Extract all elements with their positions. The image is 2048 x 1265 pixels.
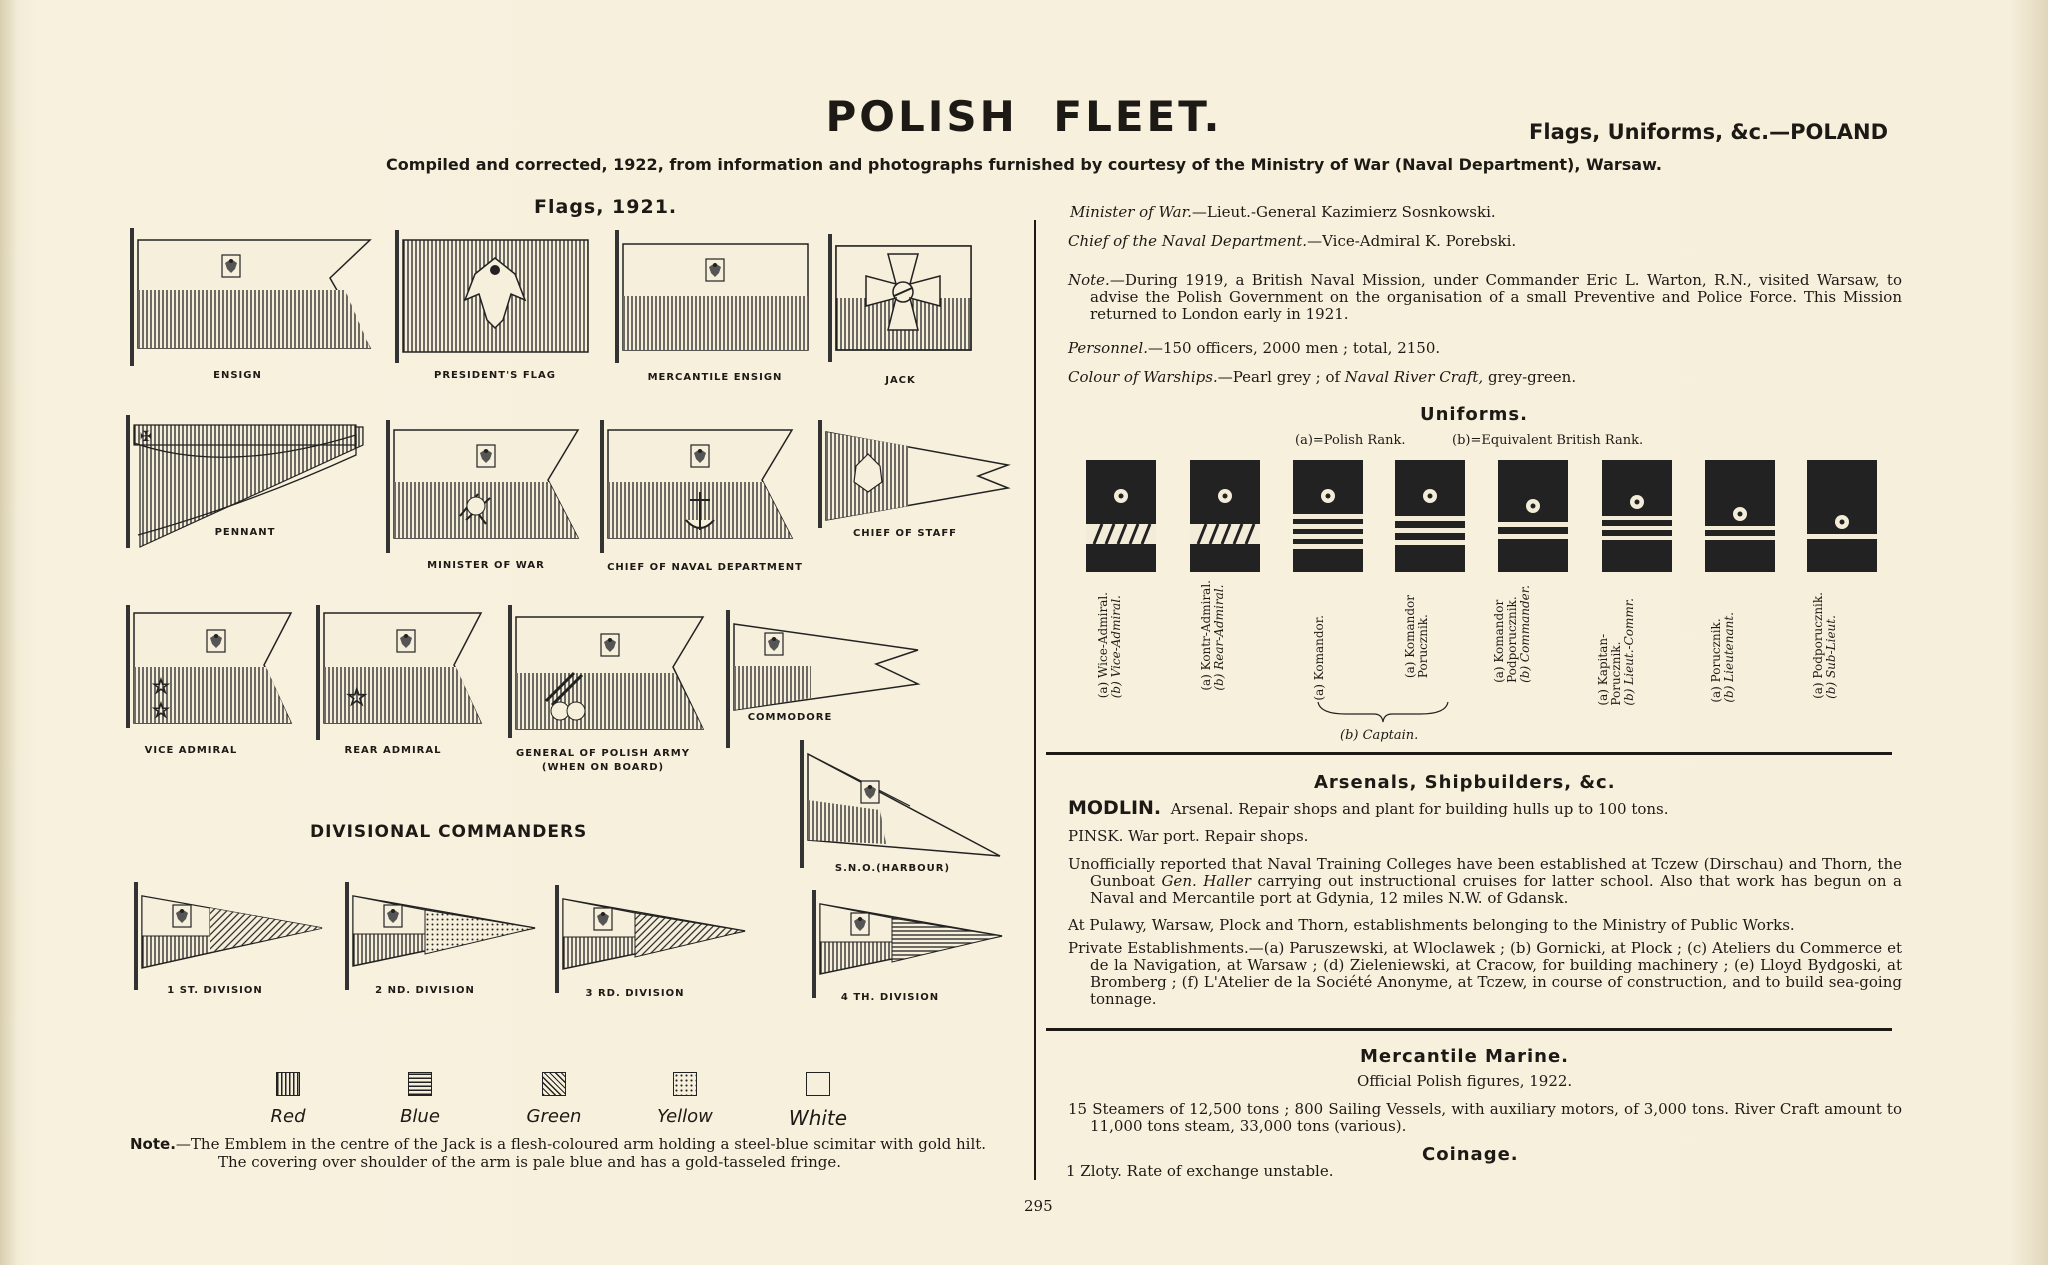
colour-value-3: grey-green. <box>1483 368 1577 386</box>
rank-8-polish: (a) Podporucznik. <box>1811 592 1825 699</box>
pennant-label: PENNANT <box>214 527 276 538</box>
strap-porucznik <box>1705 460 1775 572</box>
svg-text:☆: ☆ <box>346 683 368 711</box>
vice-admiral-label: VICE ADMIRAL <box>144 745 238 756</box>
general-polish-army-flag <box>508 605 708 740</box>
column-divider <box>1034 220 1036 1180</box>
mercantile-ensign-flag <box>615 230 815 365</box>
jack-flag <box>828 234 978 364</box>
divisional-commanders-heading: DIVISIONAL COMMANDERS <box>310 822 588 842</box>
unofficial-paragraph <box>1068 856 1902 907</box>
third-division-label: 3 RD. DIVISION <box>585 988 685 999</box>
rank-label-7 <box>1710 612 1736 703</box>
personnel-line <box>1068 340 1440 357</box>
colour-value-1: —Pearl grey ; of <box>1217 368 1345 386</box>
legend-label-blue: Blue <box>400 1106 440 1127</box>
rank-label-6 <box>1597 598 1636 706</box>
unofficial-text-1: Unofficially reported that Naval Training Colleges have been established at Tczew (Dirschau) and Thorn, the Gunboat <box>1068 855 1902 890</box>
unofficial-ship: Gen. Haller <box>1161 872 1251 890</box>
uniforms-key-b: (b)=Equivalent British Rank. <box>1452 433 1644 448</box>
legend-swatch-white <box>806 1072 830 1096</box>
second-division-label: 2 ND. DIVISION <box>375 985 475 996</box>
rank-4-polish: (a) Komandor <box>1403 595 1417 679</box>
strap-komandor-podporucznik <box>1498 460 1568 572</box>
jack-note <box>130 1136 1010 1153</box>
uniforms-key-a: (a)=Polish Rank. <box>1295 433 1406 448</box>
general-polish-army-label-1: GENERAL OF POLISH ARMY <box>516 748 690 759</box>
page-number: 295 <box>1024 1197 1053 1215</box>
chief-naval-line <box>1068 233 1516 250</box>
jack-label: JACK <box>885 375 916 386</box>
rank-5-polish: (a) Komandor <box>1492 599 1506 683</box>
subtitle: Compiled and corrected, 1922, from information and photographs furnished by courtesy of the Ministry of War (Naval Department), Warsaw. <box>386 155 1662 174</box>
personnel-value: —150 officers, 2000 men ; total, 2150. <box>1147 339 1441 357</box>
captain-label: (b) Captain. <box>1340 728 1419 743</box>
chief-label: Chief of the Naval Department. <box>1068 232 1308 250</box>
rank-2-british: (b) Rear-Admiral. <box>1212 584 1226 691</box>
coinage-heading: Coinage. <box>1422 1144 1519 1165</box>
rule-1 <box>1046 752 1892 755</box>
rank-3-polish: (a) Komandor. <box>1312 615 1326 701</box>
pinsk-line: PINSK. War port. Repair shops. <box>1068 827 1309 845</box>
chief-value: —Vice-Admiral K. Porebski. <box>1307 232 1517 250</box>
rear-admiral-label: REAR ADMIRAL <box>344 745 442 756</box>
rear-admiral-flag <box>316 605 486 740</box>
personnel-label: Personnel. <box>1068 339 1148 357</box>
rank-1-british: (b) Vice-Admiral. <box>1109 595 1123 699</box>
coinage-text: 1 Zloty. Rate of exchange unstable. <box>1066 1162 1334 1180</box>
rank-5-british: (b) Commander. <box>1518 585 1532 683</box>
legend-label-white: White <box>788 1106 848 1130</box>
jack-note-label: Note. <box>130 1135 176 1153</box>
jack-note-line-1: —The Emblem in the centre of the Jack is a flesh-coloured arm holding a steel-blue scimitar with gold hilt. <box>175 1135 987 1153</box>
flags-heading: Flags, 1921. <box>534 196 678 218</box>
legend-label-green: Green <box>526 1106 582 1127</box>
sno-harbour-flag <box>800 740 1005 870</box>
rank-label-5 <box>1493 585 1532 683</box>
minister-of-war-flag <box>386 420 586 555</box>
rank-6-polish-2: Porucznik. <box>1609 641 1623 706</box>
colour-label: Colour of Warships. <box>1068 368 1218 386</box>
page-title: POLISH FLEET. <box>825 92 1223 141</box>
shoulder-straps <box>1080 456 1890 576</box>
legend-swatch-yellow <box>673 1072 697 1096</box>
first-division-flag <box>134 882 324 992</box>
ensign-label: ENSIGN <box>213 370 262 381</box>
legend-label-yellow: Yellow <box>657 1106 713 1127</box>
rank-1-polish: (a) Wice-Admiral. <box>1096 592 1110 699</box>
presidents-flag-label: PRESIDENT'S FLAG <box>433 370 556 381</box>
chief-naval-department-label: CHIEF OF NAVAL DEPARTMENT <box>607 562 803 573</box>
strap-vice-admiral <box>1086 460 1156 572</box>
rank-label-4 <box>1404 595 1430 678</box>
rank-label-2 <box>1200 580 1226 691</box>
colour-line <box>1068 369 1576 386</box>
strap-komandor-porucznik <box>1395 460 1465 572</box>
fourth-division-label: 4 TH. DIVISION <box>840 992 940 1003</box>
rank-6-polish: (a) Kapitan- <box>1596 633 1610 706</box>
running-header: Flags, Uniforms, &c.—POLAND <box>1529 120 1888 144</box>
jack-note-line-2: The covering over shoulder of the arm is pale blue and has a gold-tasseled fringe. <box>218 1153 841 1171</box>
rule-2 <box>1046 1028 1892 1031</box>
rank-label-8 <box>1812 592 1838 699</box>
minister-of-war-label: MINISTER OF WAR <box>427 560 545 571</box>
rank-8-british: (b) Sub-Lieut. <box>1824 615 1838 699</box>
commodore-label: COMMODORE <box>747 712 833 723</box>
modlin-line <box>1068 797 1880 819</box>
sno-harbour-label: S.N.O.(HARBOUR) <box>834 863 951 874</box>
mission-note-label: Note. <box>1068 271 1110 289</box>
chief-of-staff-flag <box>818 420 1013 530</box>
rank-label-3 <box>1313 615 1326 701</box>
unofficial-text-2: carrying out instructional cruises for latter school. Also that work has begun on a Naval and Mercantile port at Gdynia, 12 miles N.W. of Gdansk. <box>1090 872 1902 907</box>
arsenals-heading: Arsenals, Shipbuilders, &c. <box>1314 772 1616 793</box>
rank-7-polish: (a) Porucznik. <box>1709 618 1723 703</box>
pulawy-line: At Pulawy, Warsaw, Plock and Thorn, establishments belonging to the Ministry of Public Works. <box>1068 916 1795 934</box>
legend-swatch-blue <box>408 1072 432 1096</box>
rank-label-1 <box>1097 592 1123 698</box>
colour-value-2: Naval River Craft, <box>1344 368 1484 386</box>
svg-text:☆: ☆ <box>152 674 170 698</box>
svg-text:✠: ✠ <box>140 429 152 445</box>
modlin-text: Arsenal. Repair shops and plant for building hulls up to 100 tons. <box>1170 800 1669 818</box>
ensign-flag <box>130 228 375 368</box>
mercantile-text: 15 Steamers of 12,500 tons ; 800 Sailing Vessels, with auxiliary motors, of 3,000 tons. River Craft amount to 11,000 tons steam, 33,000 tons (various). <box>1068 1100 1902 1135</box>
strap-komandor <box>1293 460 1363 572</box>
mission-note-text: —During 1919, a British Naval Mission, under Commander Eric L. Warton, R.N., visited Warsaw, to advise the Polish Government on the organisation of a small Preventive and Police Force. This Mission returned to London early in 1921. <box>1090 271 1902 323</box>
first-division-label: 1 ST. DIVISION <box>167 985 263 996</box>
rank-4-polish-2: Porucznik. <box>1416 614 1430 679</box>
rank-5-polish-2: Podporucznik. <box>1505 596 1519 683</box>
mercantile-official: Official Polish figures, 1922. <box>1357 1072 1573 1090</box>
chief-of-staff-label: CHIEF OF STAFF <box>852 528 958 539</box>
mission-note <box>1068 272 1902 323</box>
uniforms-heading: Uniforms. <box>1420 404 1528 425</box>
third-division-flag <box>555 885 750 995</box>
svg-text:☆: ☆ <box>152 698 170 722</box>
captain-brace <box>1316 700 1450 724</box>
minister-label: Minister of War. <box>1070 203 1192 221</box>
general-polish-army-label-2: (WHEN ON BOARD) <box>541 762 665 773</box>
private-establishments: Private Establishments.—(a) Paruszewski, at Wloclawek ; (b) Gornicki, at Plock ; (c) Ateliers du Commerce et de la Navigation, at Warsaw ; (d) Zieleniewski, at Cracow, for building machinery ; (e) Lloyd Bydgoski, at Bromberg ; (f) L'Atelier de la Société Anonyme, at Tczew, in course of construction, and to build sea-going tonnage. <box>1068 939 1902 1008</box>
legend-swatch-green <box>542 1072 566 1096</box>
mercantile-heading: Mercantile Marine. <box>1360 1046 1570 1067</box>
minister-of-war-line <box>1070 204 1496 221</box>
modlin-name: MODLIN. <box>1068 797 1162 819</box>
legend-swatch-red <box>276 1072 300 1096</box>
strap-rear-admiral <box>1190 460 1260 572</box>
mercantile-ensign-label: MERCANTILE ENSIGN <box>647 372 783 383</box>
strap-kapitan-porucznik <box>1602 460 1672 572</box>
vice-admiral-flag <box>126 605 296 740</box>
rank-6-british: (b) Lieut.-Commr. <box>1622 598 1636 706</box>
rank-7-british: (b) Lieutenant. <box>1722 612 1736 703</box>
rank-2-polish: (a) Kontr-Admiral. <box>1199 580 1213 691</box>
minister-value: —Lieut.-General Kazimierz Sosnkowski. <box>1191 203 1496 221</box>
strap-podporucznik <box>1807 460 1877 572</box>
chief-naval-department-flag <box>600 420 800 555</box>
second-division-flag <box>345 882 540 992</box>
legend-label-red: Red <box>270 1106 306 1127</box>
presidents-flag <box>395 230 595 365</box>
commodore-flag <box>726 610 921 750</box>
fourth-division-flag <box>812 890 1007 1000</box>
